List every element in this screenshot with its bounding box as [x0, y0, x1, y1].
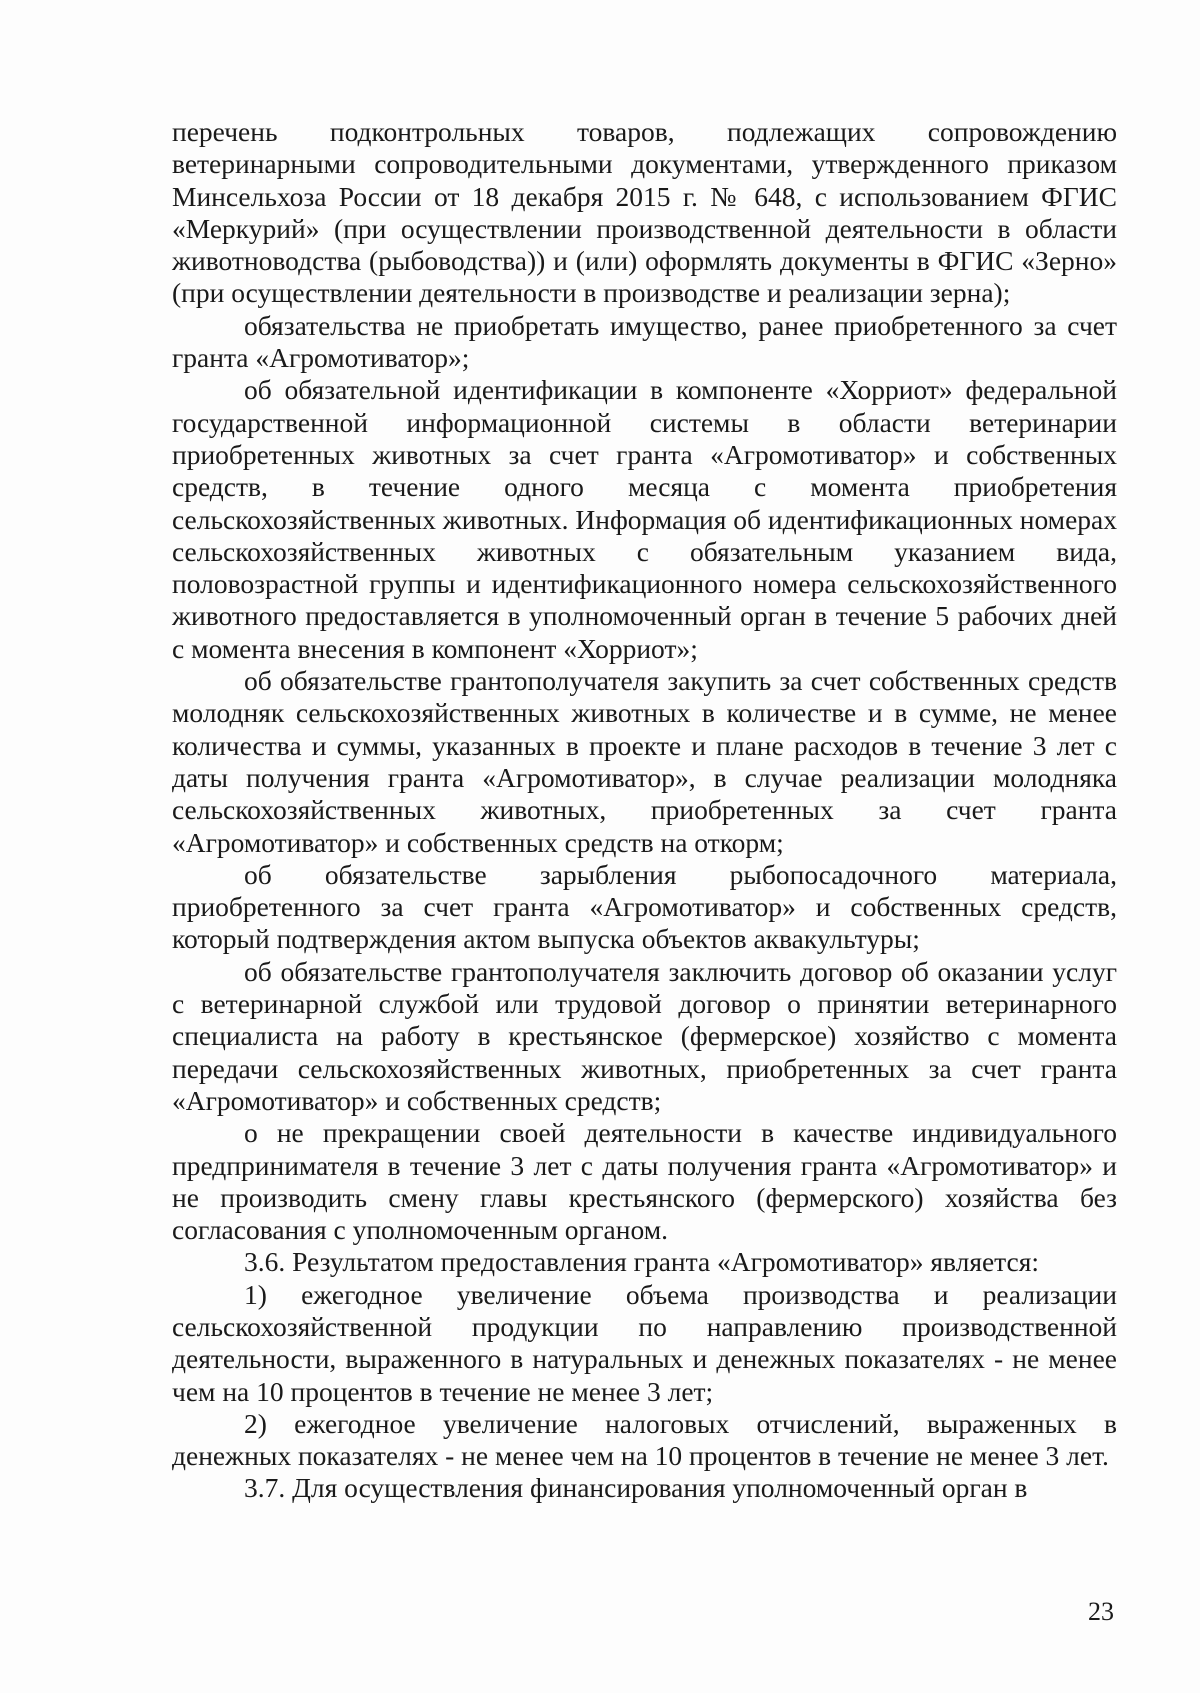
paragraph: об обязательстве грантополучателя закупить за счет собственных средств молодняк сельскохозяйственных животных в количестве и в сумме, не менее количества и суммы, указанных в проекте и плане расходов в течение 3 лет с даты получения гранта «Агромотиватор», в случае реализации молодняка сельскохозяйственных животных, приобретенных за счет гранта «Агромотиватор» и собственных средств на откорм;: [172, 665, 1117, 858]
page-number: 23: [1088, 1597, 1114, 1626]
paragraph: 1) ежегодное увеличение объема производства и реализации сельскохозяйственной продукции по направлению производственной деятельности, выраженного в натуральных и денежных показателях - не менее чем на 10 процентов в течение не менее 3 лет;: [172, 1278, 1117, 1407]
paragraph: 3.7. Для осуществления финансирования уполномоченный орган в: [244, 1472, 1028, 1504]
paragraph: об обязательной идентификации в компоненте «Хорриот» федеральной государственной информационной системы в области ветеринарии приобретенных животных за счет гранта «Агромотиватор» и собственных средств, в течение одного месяца с момента приобретения сельскохозяйственных животных. Информация об идентификационных номерах сельскохозяйственных животных с обязательным указанием вида, половозрастной группы и идентификационного номера сельскохозяйственного животного предоставляется в уполномоченный орган в течение 5 рабочих дней с момента внесения в компонент «Хорриот»;: [172, 374, 1117, 664]
paragraph: 3.6. Результатом предоставления гранта «Агромотиватор» является:: [244, 1246, 1040, 1278]
paragraph: обязательства не приобретать имущество, ранее приобретенного за счет гранта «Агромотиватор»;: [172, 309, 1117, 374]
paragraph: 2) ежегодное увеличение налоговых отчислений, выраженных в денежных показателях - не менее чем на 10 процентов в течение не менее 3 лет.: [172, 1407, 1117, 1472]
document-body: [172, 116, 1117, 1505]
paragraph: о не прекращении своей деятельности в качестве индивидуального предпринимателя в течение 3 лет с даты получения гранта «Агромотиватор» и не производить смену главы крестьянского (фермерского) хозяйства без согласования с уполномоченным органом.: [172, 1117, 1117, 1246]
paragraph: об обязательстве грантополучателя заключить договор об оказании услуг с ветеринарной службой или трудовой договор о принятии ветеринарного специалиста на работу в крестьянское (фермерское) хозяйство с момента передачи сельскохозяйственных животных, приобретенных за счет гранта «Агромотиватор» и собственных средств;: [172, 955, 1117, 1116]
paragraph: об обязательстве зарыбления рыбопосадочного материала, приобретенного за счет гранта «Агромотиватор» и собственных средств, который подтверждения актом выпуска объектов аквакультуры;: [172, 858, 1117, 955]
paragraph: перечень подконтрольных товаров, подлежащих сопровождению ветеринарными сопроводительными документами, утвержденного приказом Минсельхоза России от 18 декабря 2015 г. № 648, с использованием ФГИС «Меркурий» (при осуществлении производственной деятельности в области животноводства (рыбоводства)) и (или) оформлять документы в ФГИС «Зерно» (при осуществлении деятельности в производстве и реализации зерна);: [172, 116, 1117, 309]
